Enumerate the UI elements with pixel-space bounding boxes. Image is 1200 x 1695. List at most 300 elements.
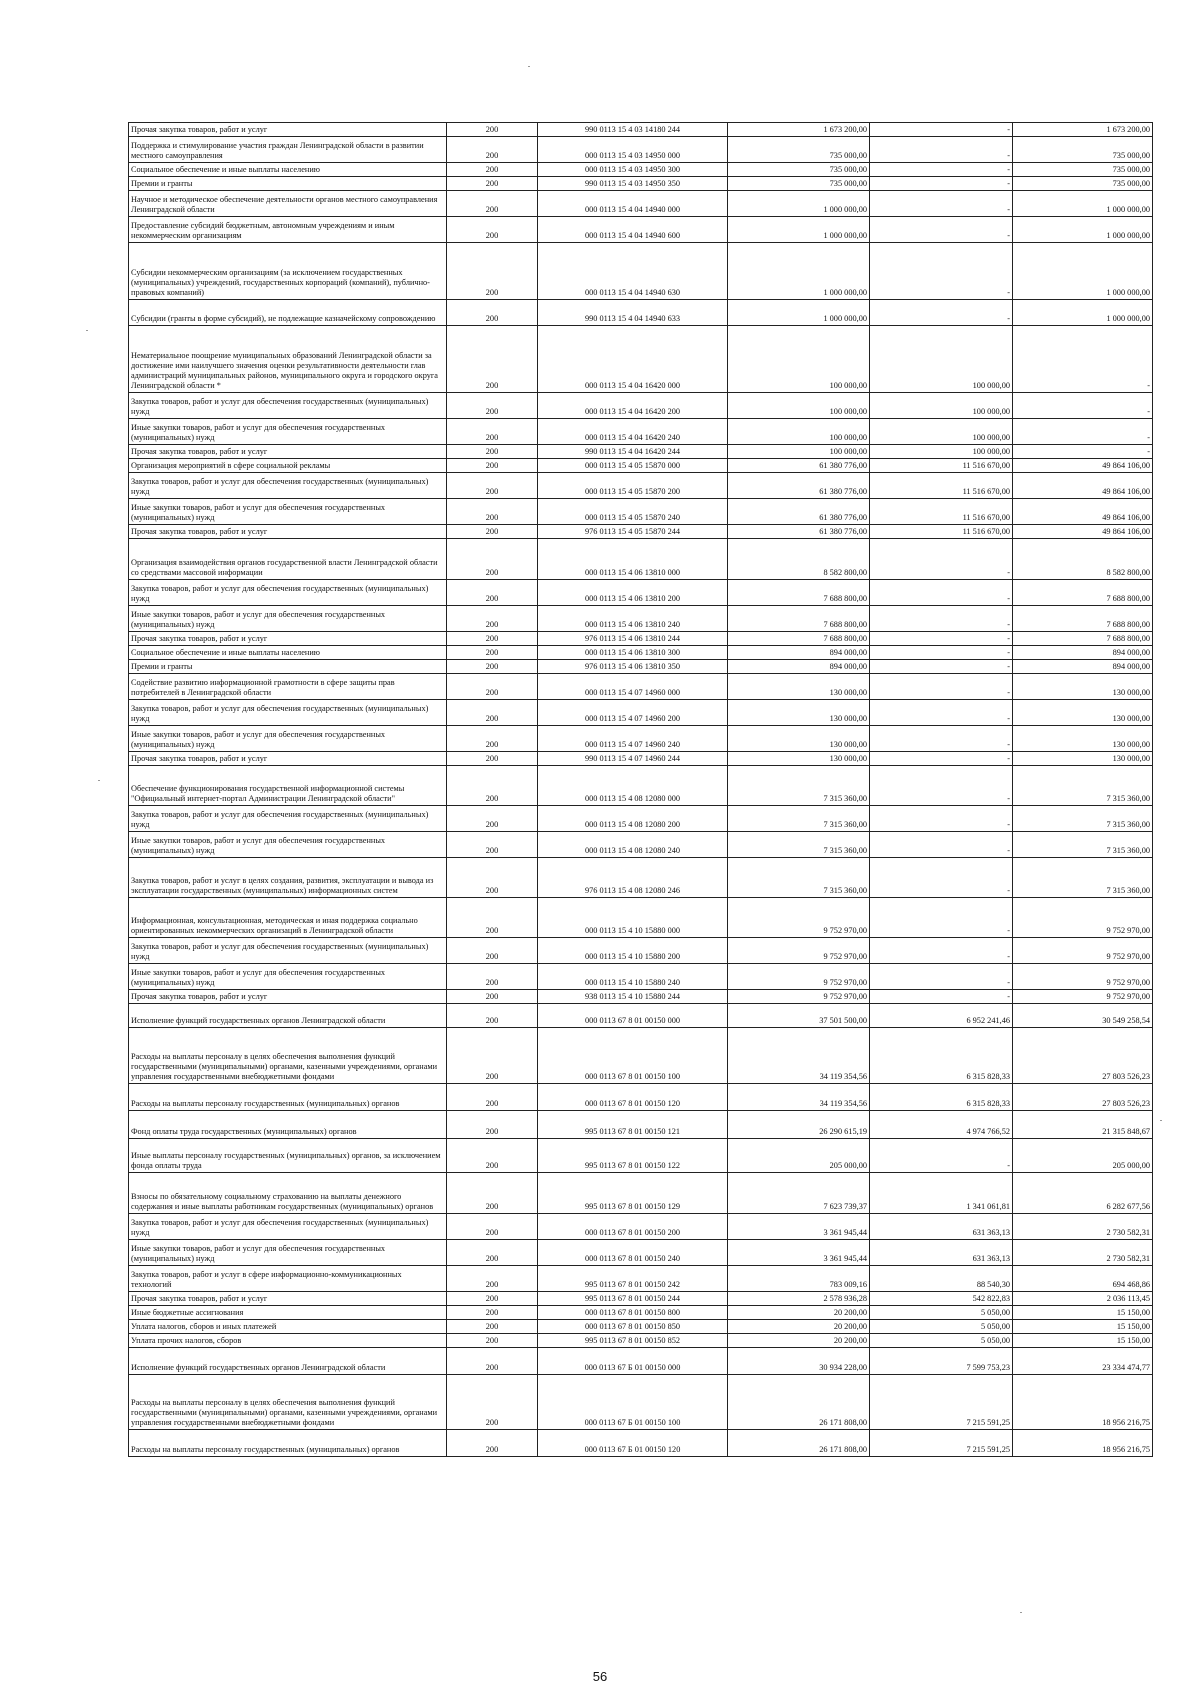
- cell-name: Фонд оплаты труда государственных (муниципальных) органов: [129, 1111, 447, 1139]
- cell-line-code: 200: [447, 1028, 538, 1084]
- cell-approved-amount: 100 000,00: [728, 445, 870, 459]
- cell-budget-code: 990 0113 15 4 04 16420 244: [538, 445, 728, 459]
- cell-name: Социальное обеспечение и иные выплаты населению: [129, 646, 447, 660]
- cell-remaining-amount: 49 864 106,00: [1013, 459, 1153, 473]
- cell-budget-code: 000 0113 67 8 01 00150 800: [538, 1306, 728, 1320]
- cell-remaining-amount: 27 803 526,23: [1013, 1028, 1153, 1084]
- cell-approved-amount: 894 000,00: [728, 646, 870, 660]
- cell-executed-amount: 11 516 670,00: [870, 499, 1013, 525]
- cell-remaining-amount: 7 315 360,00: [1013, 766, 1153, 806]
- cell-remaining-amount: 1 000 000,00: [1013, 300, 1153, 326]
- cell-budget-code: 000 0113 15 4 03 14950 300: [538, 163, 728, 177]
- cell-executed-amount: 6 315 828,33: [870, 1084, 1013, 1111]
- cell-name: Иные закупки товаров, работ и услуг для обеспечения государственных (муниципальных) нужд: [129, 1240, 447, 1266]
- table-row: [129, 1173, 1153, 1214]
- cell-approved-amount: 61 380 776,00: [728, 459, 870, 473]
- cell-remaining-amount: 9 752 970,00: [1013, 898, 1153, 938]
- cell-budget-code: 000 0113 15 4 06 13810 300: [538, 646, 728, 660]
- cell-approved-amount: 34 119 354,56: [728, 1028, 870, 1084]
- cell-approved-amount: 1 000 000,00: [728, 191, 870, 217]
- table-row: [129, 806, 1153, 832]
- cell-line-code: 200: [447, 660, 538, 674]
- cell-name: Закупка товаров, работ и услуг для обеспечения государственных (муниципальных) нужд: [129, 700, 447, 726]
- cell-name: Закупка товаров, работ и услуг для обеспечения государственных (муниципальных) нужд: [129, 1214, 447, 1240]
- cell-line-code: 200: [447, 606, 538, 632]
- cell-executed-amount: 5 050,00: [870, 1320, 1013, 1334]
- table-row: [129, 700, 1153, 726]
- cell-name: Расходы на выплаты персоналу в целях обеспечения выполнения функций государственными (муниципальными) органами, казенными учреждениями, органами управления государственными внебюджетными фондами: [129, 1028, 447, 1084]
- cell-approved-amount: 1 000 000,00: [728, 243, 870, 300]
- cell-remaining-amount: 7 688 800,00: [1013, 580, 1153, 606]
- cell-line-code: 200: [447, 539, 538, 580]
- cell-executed-amount: 11 516 670,00: [870, 459, 1013, 473]
- scan-speck: [86, 330, 88, 331]
- cell-line-code: 200: [447, 1334, 538, 1348]
- cell-executed-amount: 100 000,00: [870, 393, 1013, 419]
- cell-executed-amount: 6 315 828,33: [870, 1028, 1013, 1084]
- table-row: [129, 858, 1153, 898]
- cell-executed-amount: 1 341 061,81: [870, 1173, 1013, 1214]
- cell-approved-amount: 9 752 970,00: [728, 990, 870, 1004]
- cell-budget-code: 000 0113 15 4 08 12080 000: [538, 766, 728, 806]
- cell-name: Организация взаимодействия органов государственной власти Ленинградской области со средствами массовой информации: [129, 539, 447, 580]
- cell-budget-code: 000 0113 15 4 08 12080 240: [538, 832, 728, 858]
- cell-approved-amount: 1 000 000,00: [728, 300, 870, 326]
- cell-remaining-amount: 21 315 848,67: [1013, 1111, 1153, 1139]
- cell-executed-amount: -: [870, 243, 1013, 300]
- table-row: [129, 1266, 1153, 1292]
- cell-budget-code: 990 0113 15 4 04 14940 633: [538, 300, 728, 326]
- table-row: [129, 1111, 1153, 1139]
- table-row: [129, 1348, 1153, 1375]
- cell-approved-amount: 3 361 945,44: [728, 1214, 870, 1240]
- cell-line-code: 200: [447, 646, 538, 660]
- cell-line-code: 200: [447, 326, 538, 393]
- cell-budget-code: 990 0113 15 4 07 14960 244: [538, 752, 728, 766]
- cell-budget-code: 995 0113 67 8 01 00150 244: [538, 1292, 728, 1306]
- cell-name: Иные закупки товаров, работ и услуг для обеспечения государственных (муниципальных) нужд: [129, 419, 447, 445]
- scan-speck: [1160, 1120, 1162, 1121]
- cell-executed-amount: -: [870, 806, 1013, 832]
- table-row: [129, 1139, 1153, 1173]
- cell-executed-amount: -: [870, 766, 1013, 806]
- cell-remaining-amount: 9 752 970,00: [1013, 938, 1153, 964]
- cell-line-code: 200: [447, 1292, 538, 1306]
- cell-budget-code: 000 0113 15 4 10 15880 000: [538, 898, 728, 938]
- table-row: [129, 990, 1153, 1004]
- cell-executed-amount: -: [870, 606, 1013, 632]
- cell-line-code: 200: [447, 123, 538, 137]
- table-row: [129, 300, 1153, 326]
- cell-line-code: 200: [447, 964, 538, 990]
- cell-approved-amount: 9 752 970,00: [728, 898, 870, 938]
- cell-remaining-amount: 7 688 800,00: [1013, 632, 1153, 646]
- cell-approved-amount: 894 000,00: [728, 660, 870, 674]
- cell-executed-amount: -: [870, 163, 1013, 177]
- cell-executed-amount: -: [870, 580, 1013, 606]
- cell-approved-amount: 20 200,00: [728, 1306, 870, 1320]
- cell-remaining-amount: 7 315 360,00: [1013, 832, 1153, 858]
- cell-remaining-amount: 1 000 000,00: [1013, 217, 1153, 243]
- table-row: [129, 217, 1153, 243]
- cell-budget-code: 000 0113 67 Б 01 00150 120: [538, 1430, 728, 1457]
- table-row: [129, 1214, 1153, 1240]
- cell-approved-amount: 130 000,00: [728, 700, 870, 726]
- cell-name: Закупка товаров, работ и услуг для обеспечения государственных (муниципальных) нужд: [129, 473, 447, 499]
- cell-executed-amount: 4 974 766,52: [870, 1111, 1013, 1139]
- cell-remaining-amount: 130 000,00: [1013, 700, 1153, 726]
- cell-name: Закупка товаров, работ и услуг в целях создания, развития, эксплуатации и вывода из эксплуатации государственных (муниципальных) информационных систем: [129, 858, 447, 898]
- cell-approved-amount: 9 752 970,00: [728, 964, 870, 990]
- cell-name: Содействие развитию информационной грамотности в сфере защиты прав потребителей в Ленинградской области: [129, 674, 447, 700]
- table-row: [129, 1084, 1153, 1111]
- cell-budget-code: 000 0113 67 8 01 00150 240: [538, 1240, 728, 1266]
- page-number: 56: [592, 1669, 608, 1684]
- cell-remaining-amount: 2 036 113,45: [1013, 1292, 1153, 1306]
- cell-remaining-amount: 30 549 258,54: [1013, 1004, 1153, 1028]
- table-row: [129, 1292, 1153, 1306]
- cell-line-code: 200: [447, 1320, 538, 1334]
- cell-executed-amount: 631 363,13: [870, 1214, 1013, 1240]
- cell-executed-amount: -: [870, 191, 1013, 217]
- table-row: [129, 766, 1153, 806]
- cell-budget-code: 000 0113 67 Б 01 00150 000: [538, 1348, 728, 1375]
- cell-name: Взносы по обязательному социальному страхованию на выплаты денежного содержания и иные выплаты работникам государственных (муниципальных) органов: [129, 1173, 447, 1214]
- table-row: [129, 499, 1153, 525]
- cell-approved-amount: 26 171 808,00: [728, 1430, 870, 1457]
- table-body: [129, 123, 1153, 1457]
- cell-executed-amount: -: [870, 898, 1013, 938]
- cell-executed-amount: -: [870, 752, 1013, 766]
- cell-remaining-amount: 2 730 582,31: [1013, 1214, 1153, 1240]
- cell-approved-amount: 7 315 360,00: [728, 766, 870, 806]
- cell-budget-code: 000 0113 67 8 01 00150 850: [538, 1320, 728, 1334]
- cell-approved-amount: 26 171 808,00: [728, 1375, 870, 1430]
- cell-name: Иные закупки товаров, работ и услуг для обеспечения государственных (муниципальных) нужд: [129, 726, 447, 752]
- cell-remaining-amount: 205 000,00: [1013, 1139, 1153, 1173]
- cell-name: Исполнение функций государственных органов Ленинградской области: [129, 1348, 447, 1375]
- cell-budget-code: 995 0113 67 8 01 00150 122: [538, 1139, 728, 1173]
- cell-budget-code: 000 0113 15 4 06 13810 200: [538, 580, 728, 606]
- cell-remaining-amount: 49 864 106,00: [1013, 473, 1153, 499]
- cell-executed-amount: -: [870, 858, 1013, 898]
- cell-approved-amount: 7 688 800,00: [728, 606, 870, 632]
- cell-budget-code: 000 0113 15 4 08 12080 200: [538, 806, 728, 832]
- table-row: [129, 660, 1153, 674]
- cell-name: Иные закупки товаров, работ и услуг для обеспечения государственных (муниципальных) нужд: [129, 499, 447, 525]
- cell-budget-code: 938 0113 15 4 10 15880 244: [538, 990, 728, 1004]
- table-row: [129, 674, 1153, 700]
- cell-executed-amount: -: [870, 990, 1013, 1004]
- cell-line-code: 200: [447, 459, 538, 473]
- cell-line-code: 200: [447, 445, 538, 459]
- table-row: [129, 964, 1153, 990]
- cell-executed-amount: -: [870, 632, 1013, 646]
- table-row: [129, 177, 1153, 191]
- cell-line-code: 200: [447, 1084, 538, 1111]
- cell-approved-amount: 7 688 800,00: [728, 580, 870, 606]
- cell-line-code: 200: [447, 177, 538, 191]
- cell-name: Премии и гранты: [129, 660, 447, 674]
- cell-approved-amount: 61 380 776,00: [728, 473, 870, 499]
- cell-line-code: 200: [447, 766, 538, 806]
- cell-remaining-amount: 694 468,86: [1013, 1266, 1153, 1292]
- cell-executed-amount: -: [870, 726, 1013, 752]
- cell-name: Премии и гранты: [129, 177, 447, 191]
- cell-name: Расходы на выплаты персоналу в целях обеспечения выполнения функций государственными (муниципальными) органами, казенными учреждениями, органами управления государственными внебюджетными фондами: [129, 1375, 447, 1430]
- cell-remaining-amount: -: [1013, 445, 1153, 459]
- cell-executed-amount: -: [870, 217, 1013, 243]
- table-row: [129, 1004, 1153, 1028]
- table-row: [129, 243, 1153, 300]
- cell-line-code: 200: [447, 243, 538, 300]
- budget-execution-table: [128, 122, 1153, 1457]
- scan-speck: [528, 66, 530, 67]
- table-row: [129, 326, 1153, 393]
- cell-name: Расходы на выплаты персоналу государственных (муниципальных) органов: [129, 1430, 447, 1457]
- cell-remaining-amount: 130 000,00: [1013, 674, 1153, 700]
- cell-line-code: 200: [447, 473, 538, 499]
- cell-executed-amount: 100 000,00: [870, 445, 1013, 459]
- cell-name: Иные бюджетные ассигнования: [129, 1306, 447, 1320]
- cell-executed-amount: -: [870, 660, 1013, 674]
- cell-name: Закупка товаров, работ и услуг для обеспечения государственных (муниципальных) нужд: [129, 938, 447, 964]
- cell-name: Нематериальное поощрение муниципальных образований Ленинградской области за достижение ими наилучшего значения оценки результативности деятельности глав администраций муниципальных районов, муниципального округа и городского округа Ленинградской области *: [129, 326, 447, 393]
- cell-line-code: 200: [447, 499, 538, 525]
- cell-name: Уплата прочих налогов, сборов: [129, 1334, 447, 1348]
- cell-approved-amount: 7 315 360,00: [728, 858, 870, 898]
- table-row: [129, 123, 1153, 137]
- cell-remaining-amount: 1 673 200,00: [1013, 123, 1153, 137]
- cell-approved-amount: 61 380 776,00: [728, 525, 870, 539]
- cell-approved-amount: 20 200,00: [728, 1320, 870, 1334]
- cell-remaining-amount: 735 000,00: [1013, 137, 1153, 163]
- cell-name: Прочая закупка товаров, работ и услуг: [129, 990, 447, 1004]
- cell-name: Субсидии некоммерческим организациям (за исключением государственных (муниципальных) учреждений, государственных корпораций (компаний), публично-правовых компаний): [129, 243, 447, 300]
- cell-remaining-amount: 7 315 360,00: [1013, 806, 1153, 832]
- cell-budget-code: 000 0113 15 4 04 14940 600: [538, 217, 728, 243]
- cell-approved-amount: 735 000,00: [728, 137, 870, 163]
- cell-remaining-amount: 2 730 582,31: [1013, 1240, 1153, 1266]
- cell-executed-amount: 6 952 241,46: [870, 1004, 1013, 1028]
- cell-line-code: 200: [447, 832, 538, 858]
- cell-budget-code: 000 0113 15 4 05 15870 200: [538, 473, 728, 499]
- cell-budget-code: 990 0113 15 4 03 14180 244: [538, 123, 728, 137]
- cell-line-code: 200: [447, 217, 538, 243]
- table-row: [129, 726, 1153, 752]
- cell-budget-code: 000 0113 15 4 10 15880 200: [538, 938, 728, 964]
- table-row: [129, 473, 1153, 499]
- cell-approved-amount: 20 200,00: [728, 1334, 870, 1348]
- cell-remaining-amount: -: [1013, 326, 1153, 393]
- cell-executed-amount: 631 363,13: [870, 1240, 1013, 1266]
- cell-budget-code: 000 0113 67 Б 01 00150 100: [538, 1375, 728, 1430]
- cell-executed-amount: 11 516 670,00: [870, 473, 1013, 499]
- cell-budget-code: 000 0113 15 4 04 16420 200: [538, 393, 728, 419]
- cell-remaining-amount: 7 688 800,00: [1013, 606, 1153, 632]
- cell-remaining-amount: 15 150,00: [1013, 1306, 1153, 1320]
- cell-name: Расходы на выплаты персоналу государственных (муниципальных) органов: [129, 1084, 447, 1111]
- table-row: [129, 525, 1153, 539]
- cell-remaining-amount: 1 000 000,00: [1013, 243, 1153, 300]
- cell-remaining-amount: 23 334 474,77: [1013, 1348, 1153, 1375]
- cell-name: Закупка товаров, работ и услуг в сфере информационно-коммуникационных технологий: [129, 1266, 447, 1292]
- cell-executed-amount: -: [870, 938, 1013, 964]
- cell-budget-code: 000 0113 67 8 01 00150 120: [538, 1084, 728, 1111]
- cell-budget-code: 995 0113 67 8 01 00150 121: [538, 1111, 728, 1139]
- cell-approved-amount: 1 000 000,00: [728, 217, 870, 243]
- cell-approved-amount: 735 000,00: [728, 163, 870, 177]
- table-row: [129, 898, 1153, 938]
- cell-executed-amount: -: [870, 674, 1013, 700]
- cell-line-code: 200: [447, 580, 538, 606]
- cell-name: Иные выплаты персоналу государственных (муниципальных) органов, за исключением фонда оплаты труда: [129, 1139, 447, 1173]
- cell-approved-amount: 30 934 228,00: [728, 1348, 870, 1375]
- cell-approved-amount: 9 752 970,00: [728, 938, 870, 964]
- table-row: [129, 459, 1153, 473]
- cell-approved-amount: 2 578 936,28: [728, 1292, 870, 1306]
- cell-remaining-amount: 9 752 970,00: [1013, 964, 1153, 990]
- cell-budget-code: 976 0113 15 4 06 13810 350: [538, 660, 728, 674]
- cell-name: Обеспечение функционирования государственной информационной системы "Официальный интернет-портал Администрации Ленинградской области": [129, 766, 447, 806]
- table-row: [129, 1334, 1153, 1348]
- table-row: [129, 832, 1153, 858]
- cell-budget-code: 000 0113 15 4 07 14960 200: [538, 700, 728, 726]
- cell-budget-code: 000 0113 67 8 01 00150 000: [538, 1004, 728, 1028]
- cell-line-code: 200: [447, 1430, 538, 1457]
- cell-line-code: 200: [447, 752, 538, 766]
- cell-budget-code: 000 0113 15 4 04 14940 000: [538, 191, 728, 217]
- cell-remaining-amount: 18 956 216,75: [1013, 1430, 1153, 1457]
- cell-remaining-amount: 15 150,00: [1013, 1334, 1153, 1348]
- cell-approved-amount: 100 000,00: [728, 326, 870, 393]
- cell-approved-amount: 735 000,00: [728, 177, 870, 191]
- cell-name: Предоставление субсидий бюджетным, автономным учреждениям и иным некоммерческим организациям: [129, 217, 447, 243]
- cell-approved-amount: 34 119 354,56: [728, 1084, 870, 1111]
- cell-approved-amount: 1 673 200,00: [728, 123, 870, 137]
- cell-executed-amount: 7 599 753,23: [870, 1348, 1013, 1375]
- cell-line-code: 200: [447, 1004, 538, 1028]
- cell-executed-amount: -: [870, 137, 1013, 163]
- cell-budget-code: 000 0113 15 4 03 14950 000: [538, 137, 728, 163]
- table-row: [129, 938, 1153, 964]
- table-row: [129, 580, 1153, 606]
- cell-budget-code: 000 0113 15 4 04 16420 240: [538, 419, 728, 445]
- cell-line-code: 200: [447, 1214, 538, 1240]
- cell-approved-amount: 37 501 500,00: [728, 1004, 870, 1028]
- cell-approved-amount: 205 000,00: [728, 1139, 870, 1173]
- cell-approved-amount: 7 688 800,00: [728, 632, 870, 646]
- table-row: [129, 163, 1153, 177]
- cell-line-code: 200: [447, 1111, 538, 1139]
- cell-executed-amount: 100 000,00: [870, 419, 1013, 445]
- table-row: [129, 539, 1153, 580]
- cell-name: Прочая закупка товаров, работ и услуг: [129, 445, 447, 459]
- cell-name: Поддержка и стимулирование участия граждан Ленинградской области в развитии местного самоуправления: [129, 137, 447, 163]
- cell-remaining-amount: -: [1013, 419, 1153, 445]
- cell-budget-code: 976 0113 15 4 05 15870 244: [538, 525, 728, 539]
- cell-line-code: 200: [447, 632, 538, 646]
- cell-name: Субсидии (гранты в форме субсидий), не подлежащие казначейскому сопровождению: [129, 300, 447, 326]
- cell-executed-amount: -: [870, 1139, 1013, 1173]
- cell-remaining-amount: 49 864 106,00: [1013, 499, 1153, 525]
- cell-line-code: 200: [447, 898, 538, 938]
- cell-budget-code: 000 0113 15 4 06 13810 240: [538, 606, 728, 632]
- cell-budget-code: 000 0113 15 4 10 15880 240: [538, 964, 728, 990]
- cell-remaining-amount: 15 150,00: [1013, 1320, 1153, 1334]
- table-row: [129, 419, 1153, 445]
- scan-speck: [1020, 1612, 1022, 1613]
- cell-name: Социальное обеспечение и иные выплаты населению: [129, 163, 447, 177]
- cell-executed-amount: -: [870, 539, 1013, 580]
- cell-line-code: 200: [447, 700, 538, 726]
- cell-line-code: 200: [447, 674, 538, 700]
- cell-budget-code: 000 0113 15 4 07 14960 000: [538, 674, 728, 700]
- cell-line-code: 200: [447, 525, 538, 539]
- cell-approved-amount: 130 000,00: [728, 752, 870, 766]
- cell-line-code: 200: [447, 393, 538, 419]
- cell-executed-amount: -: [870, 646, 1013, 660]
- cell-budget-code: 976 0113 15 4 06 13810 244: [538, 632, 728, 646]
- table-row: [129, 1375, 1153, 1430]
- cell-approved-amount: 100 000,00: [728, 419, 870, 445]
- cell-executed-amount: -: [870, 832, 1013, 858]
- table-row: [129, 191, 1153, 217]
- cell-line-code: 200: [447, 137, 538, 163]
- cell-name: Иные закупки товаров, работ и услуг для обеспечения государственных (муниципальных) нужд: [129, 832, 447, 858]
- scan-speck: [98, 780, 100, 781]
- cell-name: Закупка товаров, работ и услуг для обеспечения государственных (муниципальных) нужд: [129, 806, 447, 832]
- cell-budget-code: 000 0113 15 4 04 16420 000: [538, 326, 728, 393]
- cell-budget-code: 000 0113 15 4 06 13810 000: [538, 539, 728, 580]
- cell-remaining-amount: 9 752 970,00: [1013, 990, 1153, 1004]
- cell-executed-amount: -: [870, 177, 1013, 191]
- cell-budget-code: 000 0113 15 4 04 14940 630: [538, 243, 728, 300]
- cell-approved-amount: 7 315 360,00: [728, 832, 870, 858]
- cell-remaining-amount: 49 864 106,00: [1013, 525, 1153, 539]
- cell-line-code: 200: [447, 419, 538, 445]
- cell-name: Прочая закупка товаров, работ и услуг: [129, 123, 447, 137]
- table-row: [129, 752, 1153, 766]
- cell-budget-code: 000 0113 67 8 01 00150 200: [538, 1214, 728, 1240]
- cell-name: Иные закупки товаров, работ и услуг для обеспечения государственных (муниципальных) нужд: [129, 606, 447, 632]
- cell-executed-amount: -: [870, 964, 1013, 990]
- cell-budget-code: 000 0113 15 4 05 15870 000: [538, 459, 728, 473]
- cell-approved-amount: 8 582 800,00: [728, 539, 870, 580]
- cell-line-code: 200: [447, 1173, 538, 1214]
- cell-name: Исполнение функций государственных органов Ленинградской области: [129, 1004, 447, 1028]
- cell-approved-amount: 130 000,00: [728, 674, 870, 700]
- cell-line-code: 200: [447, 1375, 538, 1430]
- cell-name: Организация мероприятий в сфере социальной рекламы: [129, 459, 447, 473]
- cell-remaining-amount: 6 282 677,56: [1013, 1173, 1153, 1214]
- table-row: [129, 646, 1153, 660]
- cell-executed-amount: 542 822,83: [870, 1292, 1013, 1306]
- cell-line-code: 200: [447, 1266, 538, 1292]
- cell-remaining-amount: 18 956 216,75: [1013, 1375, 1153, 1430]
- cell-remaining-amount: -: [1013, 393, 1153, 419]
- cell-executed-amount: 7 215 591,25: [870, 1375, 1013, 1430]
- cell-line-code: 200: [447, 726, 538, 752]
- cell-budget-code: 000 0113 15 4 07 14960 240: [538, 726, 728, 752]
- cell-budget-code: 990 0113 15 4 03 14950 350: [538, 177, 728, 191]
- cell-executed-amount: 5 050,00: [870, 1306, 1013, 1320]
- cell-remaining-amount: 894 000,00: [1013, 660, 1153, 674]
- cell-name: Информационная, консультационная, методическая и иная поддержка социально ориентированных некоммерческих организаций в Ленинградской области: [129, 898, 447, 938]
- cell-approved-amount: 130 000,00: [728, 726, 870, 752]
- cell-line-code: 200: [447, 1139, 538, 1173]
- cell-approved-amount: 61 380 776,00: [728, 499, 870, 525]
